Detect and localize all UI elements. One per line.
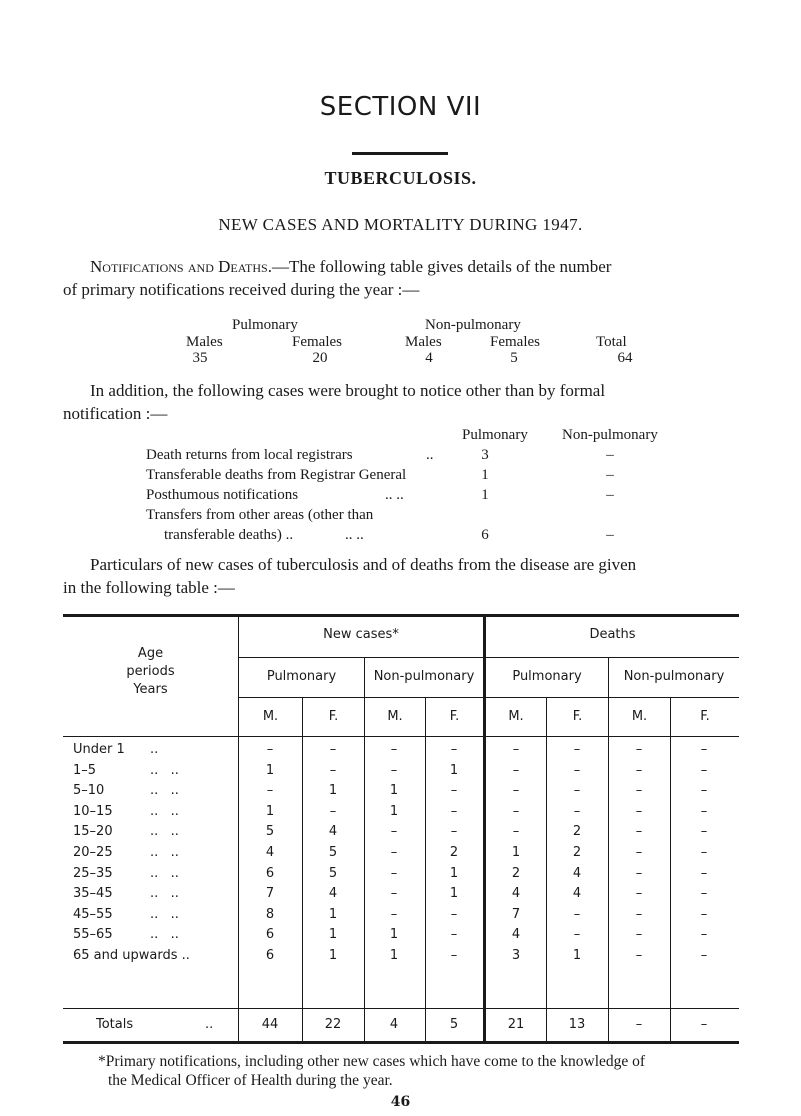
addition-row-label: transferable deaths) .. bbox=[164, 527, 294, 543]
row-dots: .. .. bbox=[150, 927, 179, 943]
table-cell: 4 bbox=[511, 927, 521, 943]
col-f: F. bbox=[328, 709, 339, 724]
col-f: F. bbox=[449, 709, 460, 724]
summary-value: 5 bbox=[510, 350, 518, 366]
row-dots: .. .. bbox=[150, 886, 179, 902]
table-cell: 1 bbox=[328, 783, 338, 799]
subtitle: TUBERCULOSIS. bbox=[324, 168, 477, 188]
table-cell: 1 bbox=[328, 948, 338, 963]
row-age-label: 45–55 bbox=[73, 906, 113, 922]
table-cell: – bbox=[512, 762, 520, 778]
table-cell: – bbox=[329, 762, 337, 778]
table-cell: 6 bbox=[265, 948, 275, 963]
summary-pulmonary-label: Pulmonary bbox=[232, 317, 298, 333]
row-age-label: 65 and upwards .. bbox=[73, 948, 190, 963]
row-dots: .. .. bbox=[150, 803, 179, 819]
table-cell: 1 bbox=[389, 803, 399, 819]
table-cell: 5 bbox=[265, 824, 275, 840]
deaths-pulmonary-header: Pulmonary bbox=[512, 669, 582, 684]
summary-nonpulmonary-label: Non-pulmonary bbox=[425, 317, 521, 333]
table-cell: – bbox=[700, 783, 708, 799]
table-cell: – bbox=[700, 886, 708, 902]
particulars-line-1: Particulars of new cases of tuberculosis and of deaths from the disease are given bbox=[90, 555, 637, 574]
table-cell: – bbox=[450, 783, 458, 799]
col-divider bbox=[670, 697, 671, 1043]
table-cell: – bbox=[573, 783, 581, 799]
col-f: F. bbox=[700, 709, 710, 724]
addition-row-dots: .. .. bbox=[385, 487, 404, 503]
row-dots: .. .. bbox=[150, 824, 179, 840]
intro-line-2: of primary notifications received during the year :— bbox=[63, 280, 420, 299]
table-cell: 1 bbox=[265, 803, 275, 819]
addition-row-nonpulm: – bbox=[606, 487, 614, 503]
table-cell: 6 bbox=[265, 927, 275, 943]
table-cell: 6 bbox=[265, 865, 275, 881]
table-cell: 7 bbox=[511, 906, 521, 922]
table-cell: 2 bbox=[572, 824, 582, 840]
table-cell: – bbox=[450, 927, 458, 943]
table-cell: – bbox=[635, 886, 643, 902]
addition-row-nonpulm: – bbox=[606, 467, 614, 483]
table-bottom-rule bbox=[63, 1041, 739, 1044]
table-cell: 1 bbox=[389, 927, 399, 943]
totals-cell: 5 bbox=[449, 1017, 459, 1032]
addition-row-label: Death returns from local registrars bbox=[146, 447, 353, 463]
summary-males-2: Males bbox=[405, 334, 442, 350]
table-cell: – bbox=[329, 803, 337, 819]
table-cell: – bbox=[450, 824, 458, 840]
totals-cell: – bbox=[635, 1017, 643, 1032]
table-cell: 1 bbox=[449, 865, 459, 881]
col-m: M. bbox=[508, 709, 524, 724]
table-rule-totals bbox=[63, 1008, 739, 1009]
table-cell: – bbox=[635, 927, 643, 943]
table-cell: – bbox=[390, 742, 398, 757]
table-cell: 2 bbox=[511, 865, 521, 881]
row-dots: .. .. bbox=[150, 762, 179, 778]
table-cell: – bbox=[573, 927, 581, 943]
table-cell: – bbox=[512, 742, 520, 757]
table-cell: – bbox=[512, 803, 520, 819]
table-cell: 4 bbox=[572, 865, 582, 881]
table-cell: – bbox=[635, 845, 643, 860]
table-cell: – bbox=[700, 927, 708, 943]
addition-row-dots: .. .. bbox=[345, 527, 364, 543]
addition-line-2: notification :— bbox=[63, 404, 168, 423]
section-title: SECTION VII bbox=[319, 92, 482, 122]
table-rule-mf bbox=[238, 697, 739, 698]
addition-row-nonpulm: – bbox=[606, 527, 614, 543]
addition-row-pulm: 1 bbox=[481, 467, 489, 483]
row-dots: .. .. bbox=[150, 865, 179, 881]
summary-females-1: Females bbox=[292, 334, 342, 350]
table-cell: 1 bbox=[328, 927, 338, 943]
footnote-line-2: the Medical Officer of Health during the year. bbox=[108, 1072, 393, 1089]
table-cell: – bbox=[700, 742, 708, 757]
totals-cell: 22 bbox=[324, 1017, 342, 1032]
row-age-label: Under 1 bbox=[73, 742, 125, 757]
addition-row-pulm: 1 bbox=[481, 487, 489, 503]
addition-row-pulm: 3 bbox=[481, 447, 489, 463]
table-cell: 4 bbox=[511, 886, 521, 902]
table-cell: 5 bbox=[328, 865, 338, 881]
new-pulmonary-header: Pulmonary bbox=[266, 669, 337, 684]
table-cell: – bbox=[700, 824, 708, 840]
table-cell: 1 bbox=[389, 783, 399, 799]
table-cell: – bbox=[700, 865, 708, 881]
totals-dots: .. bbox=[205, 1017, 214, 1032]
deaths-header: Deaths bbox=[589, 627, 636, 642]
table-cell: – bbox=[573, 742, 581, 757]
table-cell: 1 bbox=[449, 886, 459, 902]
table-cell: 1 bbox=[511, 845, 521, 860]
totals-cell: 21 bbox=[507, 1017, 525, 1032]
table-cell: 5 bbox=[328, 845, 338, 860]
table-cell: – bbox=[329, 742, 337, 757]
age-header-line: Age bbox=[137, 646, 164, 661]
new-nonpulmonary-header: Non-pulmonary bbox=[373, 669, 475, 684]
age-header bbox=[63, 645, 238, 699]
col-m: M. bbox=[631, 709, 648, 724]
table-cell: – bbox=[573, 803, 581, 819]
new-cases-header: New cases* bbox=[323, 627, 399, 642]
intro-lead: Notifications and Deaths. bbox=[90, 257, 272, 276]
col-m: M. bbox=[262, 709, 279, 724]
row-age-label: 15–20 bbox=[73, 824, 113, 840]
row-age-label: 5–10 bbox=[73, 783, 105, 799]
table-cell: – bbox=[573, 906, 581, 922]
intro-line-1 bbox=[90, 255, 611, 278]
table-cell: – bbox=[266, 783, 274, 799]
table-cell: – bbox=[700, 762, 708, 778]
table-cell: – bbox=[512, 824, 520, 840]
table-cell: – bbox=[635, 906, 643, 922]
particulars-line-2: in the following table :— bbox=[63, 578, 235, 597]
row-age-label: 1–5 bbox=[73, 762, 97, 778]
addition-col-pulmonary: Pulmonary bbox=[462, 427, 528, 443]
age-header-line: Years bbox=[133, 682, 168, 697]
table-cell: 7 bbox=[265, 886, 275, 902]
table-cell: – bbox=[390, 865, 398, 881]
deaths-nonpulmonary-header: Non-pulmonary bbox=[623, 669, 725, 684]
table-cell: – bbox=[390, 886, 398, 902]
totals-cell: 13 bbox=[568, 1017, 586, 1032]
addition-row-pulm: 6 bbox=[481, 527, 489, 543]
table-cell: – bbox=[390, 762, 398, 778]
addition-row-label: Transferable deaths from Registrar General bbox=[146, 467, 407, 483]
intro-rest: —The following table gives details of the number bbox=[271, 257, 612, 276]
summary-females-2: Females bbox=[490, 334, 540, 350]
table-cell: – bbox=[635, 865, 643, 881]
table-cell: – bbox=[635, 762, 643, 778]
table-cell: – bbox=[700, 948, 708, 963]
table-cell: 4 bbox=[572, 886, 582, 902]
table-cell: – bbox=[390, 824, 398, 840]
row-dots: .. bbox=[150, 742, 159, 757]
table-cell: 4 bbox=[328, 824, 338, 840]
totals-cell: 44 bbox=[261, 1017, 279, 1032]
sub-heading: NEW CASES AND MORTALITY DURING 1947. bbox=[218, 215, 583, 234]
row-dots: .. .. bbox=[150, 783, 179, 799]
table-cell: – bbox=[635, 783, 643, 799]
table-cell: – bbox=[450, 948, 458, 963]
table-cell: – bbox=[635, 803, 643, 819]
table-cell: – bbox=[635, 742, 643, 757]
col-divider bbox=[302, 697, 303, 1043]
table-cell: – bbox=[390, 906, 398, 922]
table-cell: – bbox=[450, 906, 458, 922]
summary-value: 4 bbox=[425, 350, 433, 366]
title-rule bbox=[352, 152, 448, 155]
totals-cell: 4 bbox=[389, 1017, 399, 1032]
row-dots: .. .. bbox=[150, 906, 179, 922]
table-cell: 1 bbox=[449, 762, 459, 778]
col-f: F. bbox=[572, 709, 583, 724]
table-cell: – bbox=[450, 803, 458, 819]
addition-row-label: Transfers from other areas (other than bbox=[146, 507, 374, 523]
table-rule-body bbox=[63, 736, 739, 737]
table-cell: 1 bbox=[389, 948, 399, 963]
addition-line-1: In addition, the following cases were brought to notice other than by formal bbox=[90, 381, 606, 400]
row-age-label: 20–25 bbox=[73, 845, 113, 860]
table-rule-subheader bbox=[238, 657, 739, 658]
table-cell: 3 bbox=[511, 948, 521, 963]
page-number: 46 bbox=[390, 1094, 411, 1110]
table-top-rule bbox=[63, 614, 739, 617]
table-cell: – bbox=[390, 845, 398, 860]
totals-cell: – bbox=[700, 1017, 708, 1032]
table-cell: – bbox=[700, 845, 708, 860]
col-divider bbox=[425, 697, 426, 1043]
table-cell: – bbox=[635, 824, 643, 840]
row-age-label: 55–65 bbox=[73, 927, 113, 943]
addition-row-nonpulm: – bbox=[606, 447, 614, 463]
table-cell: – bbox=[512, 783, 520, 799]
table-cell: 8 bbox=[265, 906, 275, 922]
table-cell: 1 bbox=[328, 906, 338, 922]
addition-row-dots: .. bbox=[426, 447, 434, 463]
table-cell: – bbox=[266, 742, 274, 757]
table-cell: – bbox=[700, 803, 708, 819]
row-age-label: 25–35 bbox=[73, 865, 113, 881]
addition-row-label: Posthumous notifications bbox=[146, 487, 299, 503]
table-cell: – bbox=[450, 742, 458, 757]
table-cell: 1 bbox=[572, 948, 582, 963]
summary-total: Total bbox=[596, 334, 627, 350]
age-header-line: periods bbox=[126, 664, 175, 679]
table-cell: – bbox=[573, 762, 581, 778]
row-dots: .. .. bbox=[150, 845, 179, 860]
summary-value: 35 bbox=[192, 350, 208, 366]
table-cell: – bbox=[700, 906, 708, 922]
row-age-label: 10–15 bbox=[73, 803, 113, 819]
summary-value: 20 bbox=[312, 350, 328, 366]
summary-value: 64 bbox=[617, 350, 633, 366]
table-cell: 2 bbox=[449, 845, 459, 860]
table-cell: 2 bbox=[572, 845, 582, 860]
row-age-label: 35–45 bbox=[73, 886, 113, 902]
table-cell: 1 bbox=[265, 762, 275, 778]
col-divider bbox=[546, 697, 547, 1043]
table-cell: 4 bbox=[265, 845, 275, 860]
addition-col-nonpulmonary: Non-pulmonary bbox=[562, 427, 658, 443]
table-cell: 4 bbox=[328, 886, 338, 902]
totals-label: Totals bbox=[96, 1017, 134, 1032]
footnote-line-1: *Primary notifications, including other new cases which have come to the knowledge of bbox=[98, 1053, 646, 1070]
summary-males-1: Males bbox=[186, 334, 223, 350]
col-m: M. bbox=[387, 709, 403, 724]
table-cell: – bbox=[635, 948, 643, 963]
